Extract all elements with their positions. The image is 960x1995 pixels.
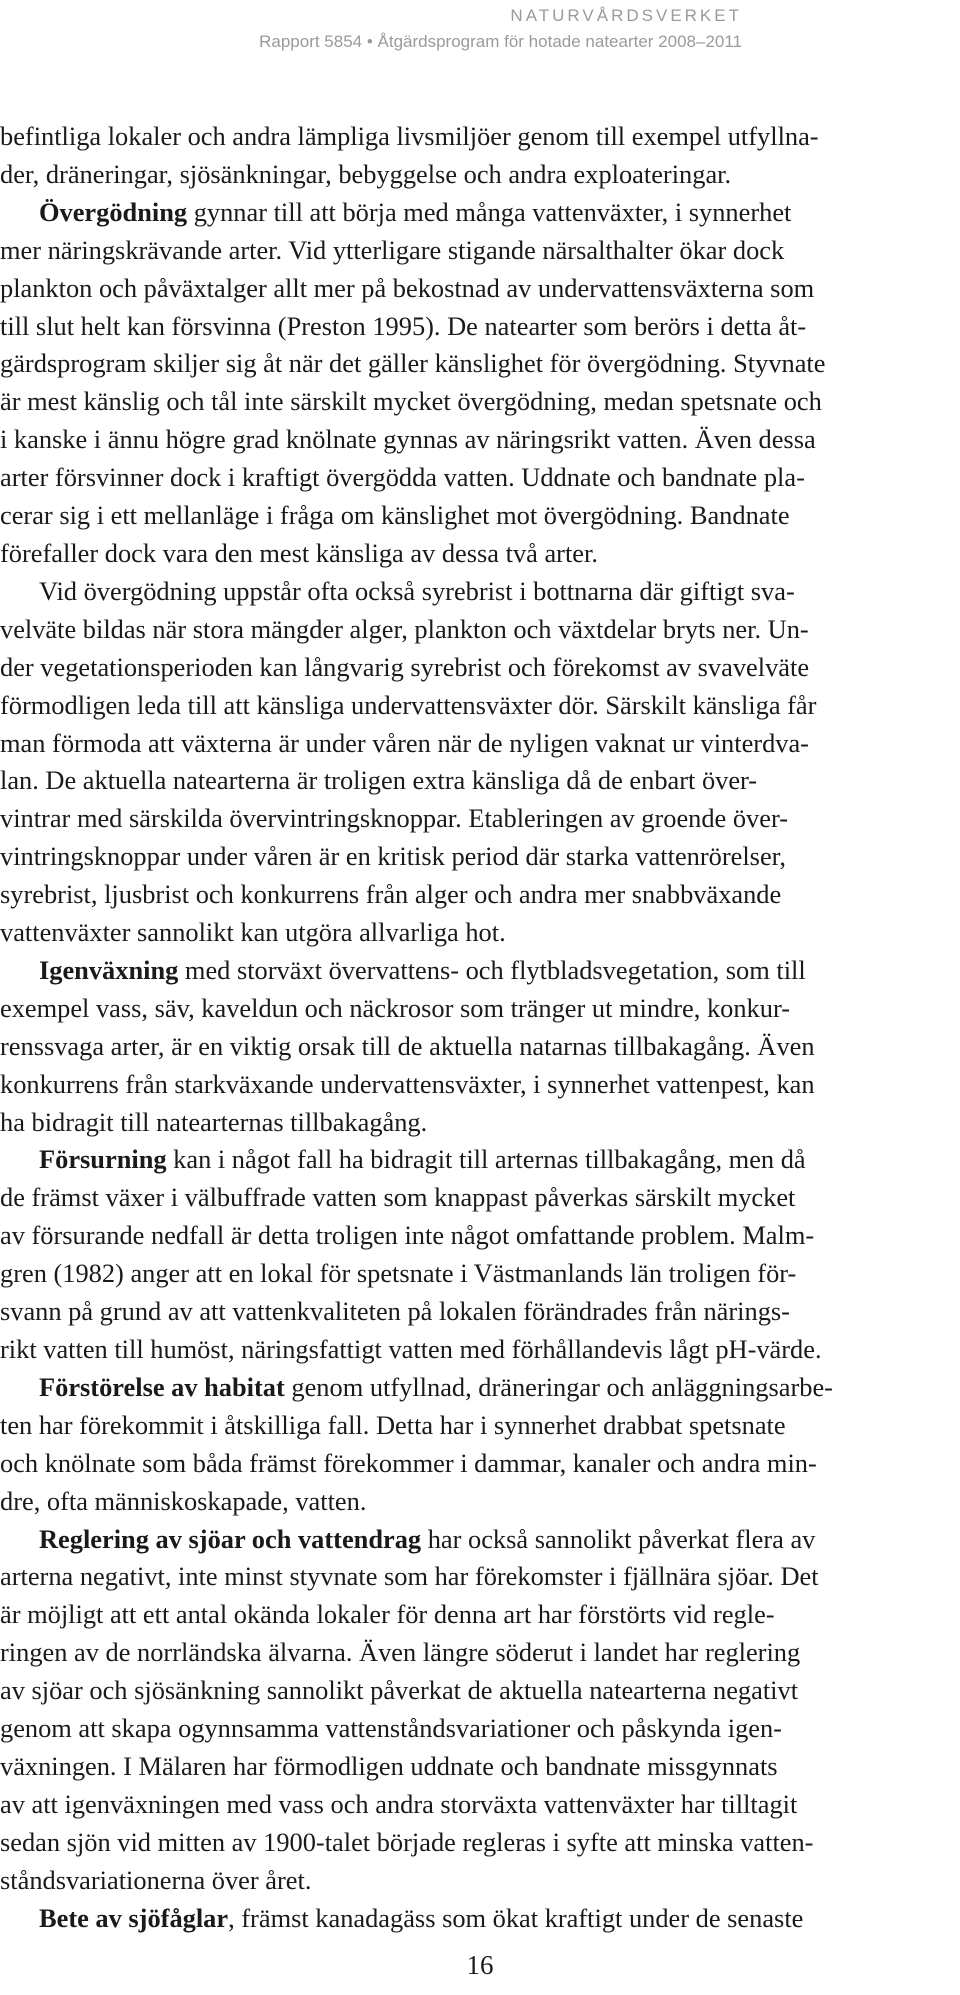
line-text: har också sannolikt påverkat flera av — [421, 1523, 816, 1554]
line-text: , främst kanadagäss som ökat kraftigt under de senaste — [228, 1902, 804, 1933]
text-line — [0, 1862, 960, 1900]
text-line — [0, 1634, 960, 1672]
paragraph — [0, 573, 960, 952]
line-text: rikt vatten till humöst, näringsfattigt vatten med förhållandevis lågt pH-värde. — [0, 1334, 822, 1364]
line-text: sedan sjön vid mitten av 1900-talet började regleras i syfte att minska vatten- — [0, 1826, 814, 1857]
text-line — [0, 1596, 960, 1634]
paragraph — [0, 1369, 960, 1521]
line-text: förefaller dock vara den mest känsliga av dessa två arter. — [0, 537, 598, 568]
text-line — [0, 725, 960, 763]
line-text: ringen av de norrländska älvarna. Även längre söderut i landet har reglering — [0, 1637, 801, 1668]
paragraph — [0, 194, 960, 573]
text-line — [0, 1066, 960, 1104]
text-line — [0, 1521, 960, 1559]
line-text: plankton och påväxtalger allt mer på bekostnad av undervattensväxterna som — [0, 272, 815, 303]
line-text: der, dräneringar, sjösänkningar, bebyggelse och andra exploateringar. — [0, 158, 732, 189]
line-text: gren (1982) anger att en lokal för spetsnate i Västmanlands län troligen för- — [0, 1258, 797, 1289]
line-text: av sjöar och sjösänkning sannolikt påverkat de aktuella natearterna negativt — [0, 1675, 799, 1706]
text-line — [0, 535, 960, 573]
line-text: befintliga lokaler och andra lämpliga livsmiljöer genom till exempel utfyllna- — [0, 121, 819, 151]
line-text: lan. De aktuella natearterna är troligen extra känsliga då de enbart över- — [0, 765, 758, 796]
line-text: der vegetationsperioden kan långvarig syrebrist och förekomst av svavelväte — [0, 651, 810, 682]
text-line — [0, 573, 960, 611]
text-line — [0, 687, 960, 725]
line-text: renssvaga arter, är en viktig orsak till de aktuella natarnas tillbakagång. Även — [0, 1030, 815, 1061]
text-line — [0, 1217, 960, 1255]
text-line — [0, 876, 960, 914]
bold-lead-term: Reglering av sjöar och vattendrag — [39, 1523, 422, 1554]
line-text: förmodligen leda till att känsliga undervattensväxter dör. Särskilt känsliga får — [0, 689, 817, 720]
line-text: genom att skapa ogynnsamma vattenståndsvariationer och påskynda igen- — [0, 1713, 782, 1744]
text-line — [0, 1483, 960, 1521]
paragraph — [0, 118, 960, 194]
line-text: man förmoda att växterna är under våren när de nyligen vaknat ur vinterdva- — [0, 727, 809, 758]
text-line — [0, 421, 960, 459]
text-line — [0, 838, 960, 876]
line-text: av att igenväxningen med vass och andra storväxta vattenväxter har tilltagit — [0, 1788, 798, 1819]
bold-lead-term: Förstörelse av habitat — [39, 1371, 285, 1402]
text-line — [0, 1445, 960, 1483]
text-line — [0, 156, 960, 194]
text-line — [0, 232, 960, 270]
header-report-title: Rapport 5854 • Åtgärdsprogram för hotade natearter 2008–2011 — [259, 32, 742, 51]
text-line — [0, 1028, 960, 1066]
text-line — [0, 1558, 960, 1596]
text-line — [0, 497, 960, 535]
line-text: ståndsvariationerna över året. — [0, 1864, 312, 1895]
line-text: dre, ofta människoskapade, vatten. — [0, 1485, 367, 1516]
header-organization: NATURVÅRDSVERKET — [510, 6, 742, 25]
line-text: är mest känslig och tål inte särskilt mycket övergödning, medan spetsnate och — [0, 386, 822, 417]
text-line — [0, 1369, 960, 1407]
line-text: cerar sig i ett mellanläge i fråga om känslighet mot övergödning. Bandnate — [0, 500, 790, 531]
line-text: kan i något fall ha bidragit till arternas tillbakagång, men då — [166, 1144, 806, 1175]
text-line — [0, 345, 960, 383]
text-line — [0, 1104, 960, 1142]
text-line — [0, 1786, 960, 1824]
line-text: syrebrist, ljusbrist och konkurrens från alger och andra mer snabbväxande — [0, 879, 782, 910]
bold-lead-term: Igenväxning — [39, 954, 179, 985]
text-line — [0, 308, 960, 346]
line-text: av försurande nedfall är detta troligen inte något omfattande problem. Malm- — [0, 1220, 815, 1251]
text-line — [0, 800, 960, 838]
line-text: i kanske i ännu högre grad knölnate gynnas av näringsrikt vatten. Även dessa — [0, 424, 816, 455]
text-line — [0, 762, 960, 800]
text-line — [0, 990, 960, 1028]
running-header — [259, 4, 742, 54]
text-line — [0, 270, 960, 308]
line-text: växningen. I Mälaren har förmodligen uddnate och bandnate missgynnats — [0, 1750, 778, 1781]
line-text: svann på grund av att vattenkvaliteten på lokalen förändrades från närings- — [0, 1296, 790, 1327]
line-text: ten har förekommit i åtskilliga fall. Detta har i synnerhet drabbat spetsnate — [0, 1409, 786, 1440]
text-line — [0, 1331, 960, 1369]
text-line — [0, 611, 960, 649]
paragraph — [0, 952, 960, 1142]
line-text: är möjligt att ett antal okända lokaler för denna art har förstörts vid regle- — [0, 1599, 775, 1630]
line-text: velväte bildas när stora mängder alger, plankton och växtdelar bryts ner. Un- — [0, 613, 809, 644]
line-text: Vid övergödning uppstår ofta också syrebrist i bottnarna där giftigt sva- — [39, 575, 795, 606]
text-line — [0, 952, 960, 990]
text-line — [0, 1179, 960, 1217]
text-line — [0, 1141, 960, 1179]
text-line — [0, 1293, 960, 1331]
bold-lead-term: Bete av sjöfåglar — [39, 1902, 229, 1933]
line-text: gärdsprogram skiljer sig åt när det gäller känslighet för övergödning. Styvnate — [0, 348, 826, 379]
page-number: 16 — [466, 1950, 494, 1980]
line-text: exempel vass, säv, kaveldun och näckrosor som tränger ut mindre, konkur- — [0, 992, 790, 1023]
paragraph — [0, 1900, 960, 1938]
text-line — [0, 383, 960, 421]
text-line — [0, 194, 960, 232]
line-text: genom utfyllnad, dräneringar och anläggningsarbe- — [284, 1371, 833, 1402]
line-text: konkurrens från starkväxande undervattensväxter, i synnerhet vattenpest, kan — [0, 1068, 815, 1099]
paragraph — [0, 1141, 960, 1368]
line-text: med storväxt övervattens- och flytbladsvegetation, som till — [178, 954, 806, 985]
line-text: mer näringskrävande arter. Vid ytterligare stigande närsalthalter ökar dock — [0, 234, 785, 265]
line-text: vintringsknoppar under våren är en kritisk period där starka vattenrörelser, — [0, 841, 786, 872]
bold-lead-term: Övergödning — [39, 196, 188, 227]
text-line — [0, 914, 960, 952]
line-text: arter försvinner dock i kraftigt övergödda vatten. Uddnate och bandnate pla- — [0, 462, 805, 493]
line-text: gynnar till att börja med många vattenväxter, i synnerhet — [187, 196, 792, 227]
text-line — [0, 1748, 960, 1786]
text-line — [0, 459, 960, 497]
bold-lead-term: Försurning — [39, 1144, 167, 1175]
text-line — [0, 1407, 960, 1445]
line-text: till slut helt kan försvinna (Preston 1995). De natearter som berörs i detta åt- — [0, 310, 807, 341]
text-line — [0, 1900, 960, 1938]
paragraph — [0, 1521, 960, 1900]
text-line — [0, 118, 960, 156]
text-line — [0, 1255, 960, 1293]
line-text: arterna negativt, inte minst styvnate som har förekomster i fjällnära sjöar. Det — [0, 1561, 819, 1592]
text-line — [0, 1710, 960, 1748]
text-line — [0, 1824, 960, 1862]
line-text: ha bidragit till natearternas tillbakagång. — [0, 1106, 428, 1137]
line-text: de främst växer i välbuffrade vatten som knappast påverkas särskilt mycket — [0, 1182, 796, 1213]
line-text: vintrar med särskilda övervintringsknoppar. Etableringen av groende över- — [0, 803, 789, 834]
text-line — [0, 649, 960, 687]
body-text — [0, 118, 960, 1938]
text-line — [0, 1672, 960, 1710]
line-text: och knölnate som båda främst förekommer i dammar, kanaler och andra min- — [0, 1447, 817, 1478]
line-text: vattenväxter sannolikt kan utgöra allvarliga hot. — [0, 917, 506, 948]
